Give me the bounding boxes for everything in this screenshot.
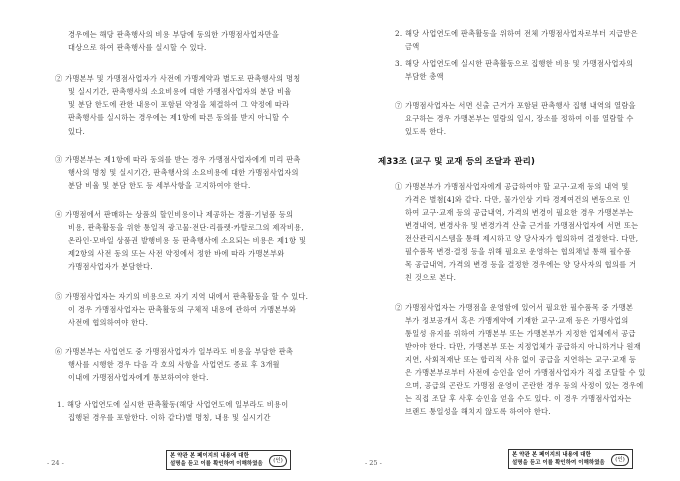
text-line: 2. 해당 사업연도에 판촉활동을 위하여 전체 가맹점사업자로부터 지급받은 bbox=[395, 29, 638, 38]
text-line: 비용, 판촉활동을 위한 통일적 광고물·전단·리플렛·카탈로그의 제작비용, bbox=[68, 223, 304, 232]
text-line: 은 가맹본부로부터 사전에 승인을 얻어 가맹점사업자가 직접 조달할 수 있 bbox=[405, 368, 646, 377]
text-line: 있다. bbox=[68, 127, 86, 136]
text-line: ① 가맹본부가 가맹점사업자에게 공급하여야 할 교구·교재 등의 내역 및 bbox=[395, 182, 629, 191]
signature-mark: (인) bbox=[269, 455, 287, 467]
text-line: 및 분담 한도에 관한 내용이 포함된 약정을 체결하여 그 약정에 따라 bbox=[68, 100, 290, 109]
text-line: ② 가맹점사업자는 가맹점을 운영함에 있어서 필요한 필수품목 중 가맹본 bbox=[395, 303, 634, 312]
text-line: 경우에는 해당 판촉행사의 비용 부담에 동의한 가맹점사업자만을 bbox=[68, 30, 280, 39]
text-line: 는 직접 조달 후 사후 승인을 얻을 수도 있다. 이 경우 가맹점사업자는 bbox=[405, 394, 632, 403]
text-line: 집행된 경우를 포함한다. 이하 같다)별 명칭, 내용 및 실시기간 bbox=[68, 413, 271, 422]
text-line: 통일성 유지를 위하여 가맹본부 또는 가맹본부가 지정한 업체에서 공급 bbox=[405, 329, 636, 338]
text-line: 3. 해당 사업연도에 실시한 판촉활동으로 집행한 비용 및 가맹점사업자의 bbox=[395, 59, 634, 68]
text-line: ③ 가맹본부는 제1항에 따라 동의를 받는 경우 가맹점사업자에게 미리 판촉 bbox=[55, 155, 301, 164]
text-line: 1. 해당 사업연도에 실시한 판촉활동(해당 사업연도에 일부라도 비용이 bbox=[57, 400, 289, 409]
page-number: - 25 - bbox=[365, 459, 382, 467]
text-line: 하여 교구·교재 등의 공급내역, 가격의 변경이 필요한 경우 가맹본부는 bbox=[405, 208, 634, 217]
text-line: 분담 비율 및 분담 한도 등 세부사항을 고지하여야 한다. bbox=[68, 181, 251, 190]
section-heading: 제33조 (교구 및 교재 등의 조달과 관리) bbox=[378, 157, 536, 167]
text-line: ⑥ 가맹본부는 사업연도 중 가맹점사업자가 일부라도 비용을 부담한 판촉 bbox=[55, 347, 294, 356]
right-page bbox=[340, 0, 680, 481]
text-line: 받아야 한다. 다만, 가맹본부 또는 지정업체가 공급하지 아니하거나 원재 bbox=[405, 342, 641, 351]
text-line: 전산관리시스템을 통해 제시하고 양 당사자가 협의하여 결정한다. 다만, bbox=[405, 234, 639, 243]
text-line: 및 실시기간, 판촉행사의 소요비용에 대한 가맹점사업자의 분담 비율 bbox=[68, 87, 292, 96]
confirmation-line: 설명을 듣고 이를 확인하여 이해하였음 bbox=[512, 459, 605, 466]
page-number: - 24 - bbox=[47, 459, 64, 467]
text-line: 사전에 협의하여야 한다. bbox=[68, 318, 149, 327]
confirmation-box bbox=[508, 449, 633, 469]
confirmation-line: 본 약관 본 페이지의 내용에 대한 bbox=[170, 453, 249, 459]
text-line: 브랜드 통일성을 해치지 않도록 하여야 한다. bbox=[405, 407, 551, 416]
text-line: ② 가맹본부 및 가맹점사업자가 사전에 가맹계약과 별도로 판촉행사의 명칭 bbox=[55, 74, 301, 83]
text-line: 행사를 시행한 경우 다음 각 호의 사항을 사업연도 종료 후 3개월 bbox=[68, 360, 280, 369]
confirmation-text bbox=[170, 453, 263, 468]
text-line: 필수품목 변경·결정 등을 위해 필요로 운영하는 협의채널 통해 필수품 bbox=[405, 247, 632, 256]
text-line: 가맹점사업자가 분담한다. bbox=[68, 262, 153, 271]
text-line: 친 것으로 본다. bbox=[405, 273, 457, 282]
text-line: 행사의 명칭 및 실시기간, 판촉행사의 소요비용에 대한 가맹점사업자의 bbox=[68, 168, 299, 177]
text-line: 있도록 한다. bbox=[405, 127, 447, 136]
confirmation-text bbox=[512, 452, 605, 467]
text-line: 이내에 가맹점사업자에게 통보하여야 한다. bbox=[68, 373, 209, 382]
text-line: 부가 정보공개서 혹은 가맹계약에 기재한 교구·교재 등은 가맹사업의 bbox=[405, 316, 629, 325]
text-line: 대상으로 하여 판촉행사를 실시할 수 있다. bbox=[68, 43, 207, 52]
text-line: ⑦ 가맹점사업자는 서면 신출 근거가 포함된 판촉행사 집행 내역의 열람을 bbox=[395, 101, 636, 110]
text-line: 제2항의 사전 동의 또는 사전 약정에서 정한 바에 따라 가맹본부와 bbox=[68, 249, 285, 258]
text-line: 금액 bbox=[405, 42, 420, 51]
text-line: 변경내역, 변경사유 및 변경가격 산출 근거를 가맹점사업자에 서면 또는 bbox=[405, 221, 639, 230]
confirmation-box bbox=[166, 450, 291, 470]
text-line: 으며, 공급의 곤란도 가맹점 운영이 곤란한 경우 등의 사정이 있는 경우에 bbox=[405, 381, 644, 390]
text-line: 지연, 사회적재난 또는 합리적 사유 없이 공급을 지연하는 교구·교재 등 bbox=[405, 355, 637, 364]
text-line: 가격은 별첨[4]와 같다. 다만, 물가인상 기타 경제여건의 변동으로 인 bbox=[405, 195, 631, 204]
text-line: ④ 가맹점에서 판매하는 상품의 할인비용이나 제공하는 경품·기념품 등의 bbox=[55, 210, 294, 219]
text-line: 요구하는 경우 가맹본부는 열람의 일시, 장소를 정하여 이를 열람할 수 bbox=[405, 114, 634, 123]
signature-mark: (인) bbox=[611, 454, 629, 466]
text-line: 목 공급내역, 가격의 변경 등을 결정한 경우에는 양 당사자의 협의를 거 bbox=[405, 260, 637, 269]
text-line: 온라인·모바일 상품권 발행비용 등 판촉행사에 소요되는 비용은 제1항 및 bbox=[68, 236, 307, 245]
text-line: 이 경우 가맹점사업자는 판촉활동의 구체적 내용에 관하여 가맹본부와 bbox=[68, 305, 297, 314]
confirmation-line: 설명을 듣고 이를 확인하여 이해하였음 bbox=[170, 460, 263, 467]
text-line: ⑤ 가맹점사업자는 자기의 비용으로 자기 지역 내에서 판촉활동을 할 수 있다. bbox=[55, 292, 309, 301]
text-line: 부담한 총액 bbox=[405, 72, 444, 81]
text-line: 판촉행사를 실시하는 경우에는 제1항에 따른 동의를 받지 아니할 수 bbox=[68, 113, 290, 122]
confirmation-line: 본 약관 본 페이지의 내용에 대한 bbox=[512, 452, 591, 458]
